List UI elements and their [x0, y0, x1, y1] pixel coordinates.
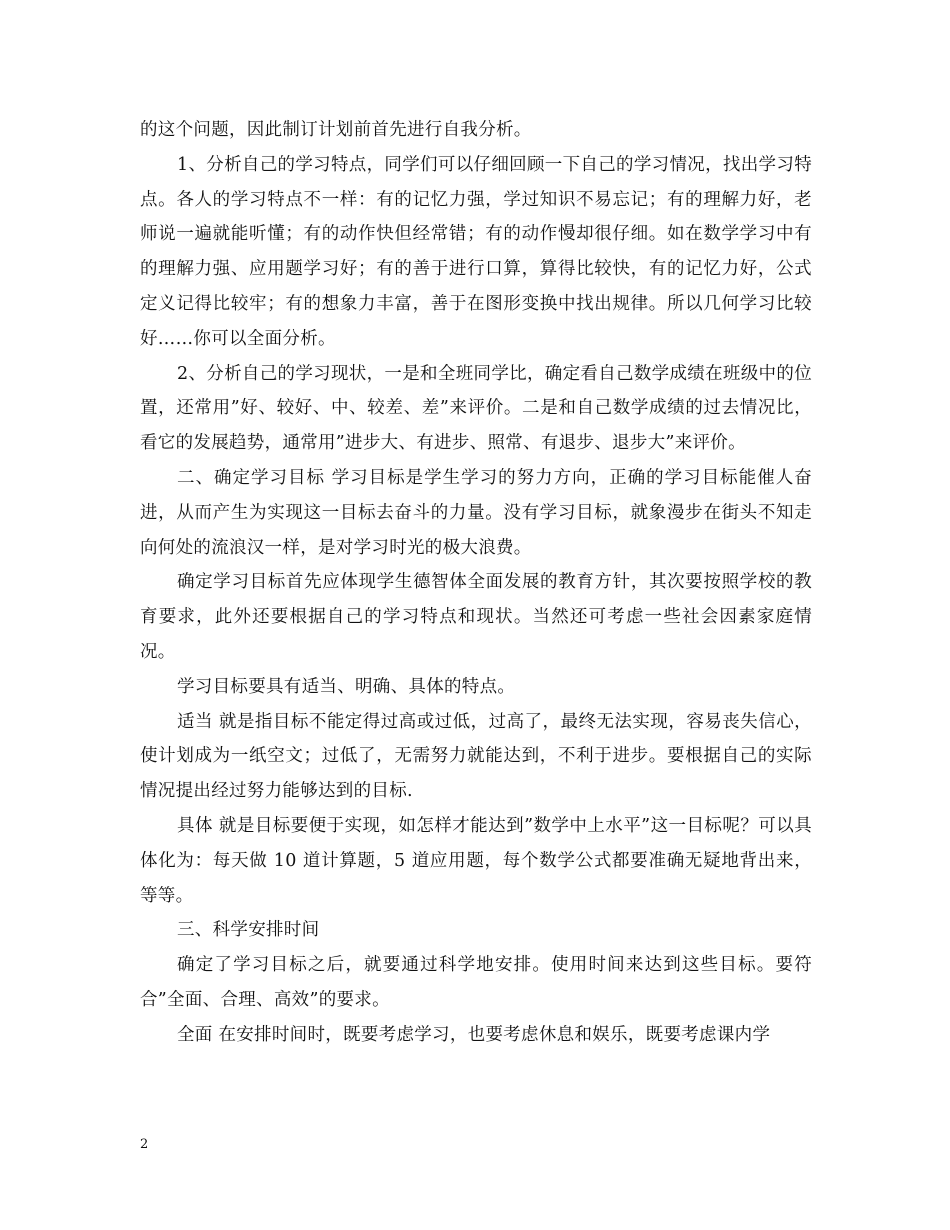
- paragraph: 确定学习目标首先应体现学生德智体全面发展的教育方针，其次要按照学校的教育要求，此外还要根据自己的学习特点和现状。当然还可考虑一些社会因素家庭情况。: [140, 572, 812, 662]
- section-heading: 三、科学安排时间: [177, 920, 320, 941]
- paragraph: 学习目标要具有适当、明确、具体的特点。: [177, 676, 516, 697]
- paragraph: 的这个问题，因此制订计划前首先进行自我分析。: [140, 120, 532, 140]
- paragraph: 确定了学习目标之后，就要通过科学地安排。使用时间来达到这些目标。要符合”全面、合理、高效”的要求。: [140, 955, 812, 1010]
- paragraph: 1、分析自己的学习特点，同学们可以仔细回顾一下自己的学习情况，找出学习特点。各人的学习特点不一样：有的记忆力强，学过知识不易忘记；有的理解力好，老师说一遍就能听懂；有的动作快但经常错；有的动作慢却很仔细。如在数学学习中有的理解力强、应用题学习好；有的善于进行口算，算得比较快，有的记忆力好，公式定义记得比较牢；有的想象力丰富，善于在图形变换中找出规律。所以几何学习比较好……你可以全面分析。: [140, 154, 812, 349]
- paragraph: 具体 就是目标要便于实现，如怎样才能达到”数学中上水平”这一目标呢？可以具体化为：每天做 10 道计算题，5 道应用题，每个数学公式都要准确无疑地背出来，等等。: [140, 815, 812, 906]
- document-body: [140, 113, 812, 1053]
- paragraph: 二、确定学习目标 学习目标是学生学习的努力方向，正确的学习目标能催人奋进，从而产生为实现这一目标去奋斗的力量。没有学习目标，就象漫步在街头不知走向何处的流浪汉一样，是对学习时光的极大浪费。: [140, 467, 812, 558]
- page-number: 2: [140, 1137, 149, 1152]
- paragraph: 2、分析自己的学习现状，一是和全班同学比，确定看自己数学成绩在班级中的位置，还常用”好、较好、中、较差、差”来评价。二是和自己数学成绩的过去情况比，看它的发展趋势，通常用”进步大、有进步、照常、有退步、退步大”来评价。: [140, 363, 812, 454]
- paragraph: 全面 在安排时间时，既要考虑学习，也要考虑休息和娱乐，既要考虑课内学: [177, 1024, 771, 1045]
- paragraph: 适当 就是指目标不能定得过高或过低，过高了，最终无法实现，容易丧失信心，使计划成为一纸空文；过低了，无需努力就能达到，不利于进步。要根据自己的实际情况提出经过努力能够达到的目标.: [140, 711, 812, 802]
